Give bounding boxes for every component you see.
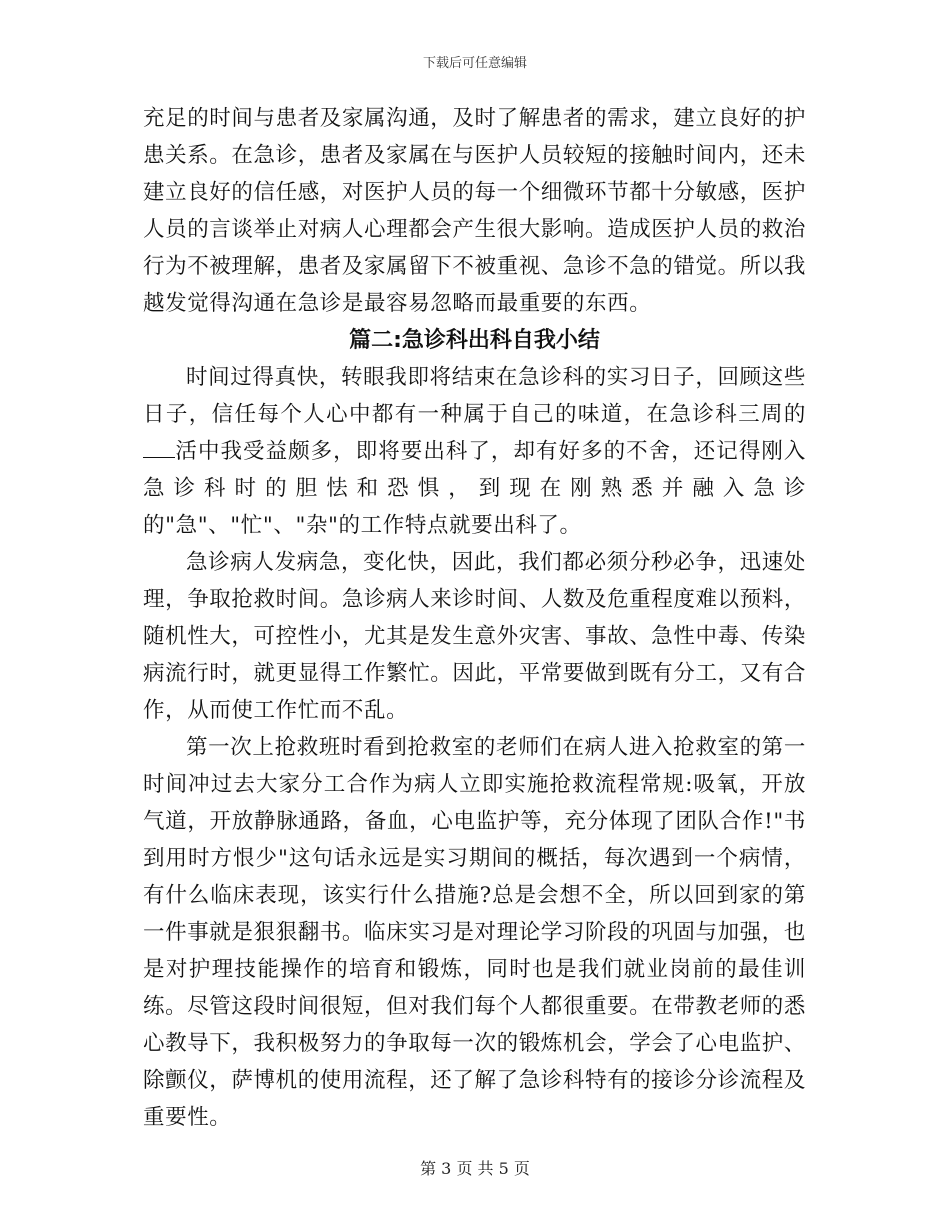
section-title: 篇二:急诊科出科自我小结 [349, 328, 600, 353]
paragraph-1-text-b: 活中我受益颇多，即将要出科了，却有好多的不舍，还记得刚入急诊科时的胆怯和恐惧，到现在刚熟悉并融入急诊的"急"、"忙"、"杂"的工作特点就要出科了。 [143, 439, 806, 538]
fill-in-blank [143, 437, 175, 458]
page-header: 下载后可任意编辑 [422, 56, 527, 71]
page-number: 第 3 页 共 5 页 [420, 1159, 530, 1178]
paragraph-1 [143, 359, 806, 544]
paragraph-2: 急诊病人发病急，变化快，因此，我们都必须分秒必争，迅速处理，争取抢救时间。急诊病人来诊时间、人数及危重程度难以预料，随机性大，可控性小，尤其是发生意外灾害、事故、急性中毒、传染病流行时，就更显得工作繁忙。因此，平常要做到既有分工，又有合作，从而使工作忙而不乱。 [143, 550, 807, 723]
document-body [143, 100, 806, 1136]
paragraph-1-text-a: 时间过得真快，转眼我即将结束在急诊科的实习日子，回顾这些日子，信任每个人心中都有一种属于自己的味道，在急诊科三周的 [143, 365, 806, 427]
intro-paragraph: 充足的时间与患者及家属沟通，及时了解患者的需求，建立良好的护患关系。在急诊，患者及家属在与医护人员较短的接触时间内，还未建立良好的信任感，对医护人员的每一个细微环节都十分敏感，医护人员的言谈举止对病人心理都会产生很大影响。造成医护人员的救治行为不被理解，患者及家属留下不被重视、急诊不急的错觉。所以我越发觉得沟通在急诊是最容易忽略而最重要的东西。 [143, 106, 807, 316]
paragraph-3: 第一次上抢救班时看到抢救室的老师们在病人进入抢救室的第一时间冲过去大家分工合作为病人立即实施抢救流程常规:吸氧，开放气道，开放静脉通路，备血，心电监护等，充分体现了团队合作!"书到用时方恨少"这句话永远是实习期间的概括，每次遇到一个病情，有什么临床表现，该实行什么措施?总是会想不全，所以回到家的第一件事就是狠狠翻书。临床实习是对理论学习阶段的巩固与加强，也是对护理技能操作的培育和锻炼，同时也是我们就业岗前的最佳训练。尽管这段时间很短，但对我们每个人都很重要。在带教老师的悉心教导下，我积极努力的争取每一次的锻炼机会，学会了心电监护、除颤仪，萨博机的使用流程，还了解了急诊科特有的接诊分诊流程及重要性。 [143, 735, 807, 1130]
